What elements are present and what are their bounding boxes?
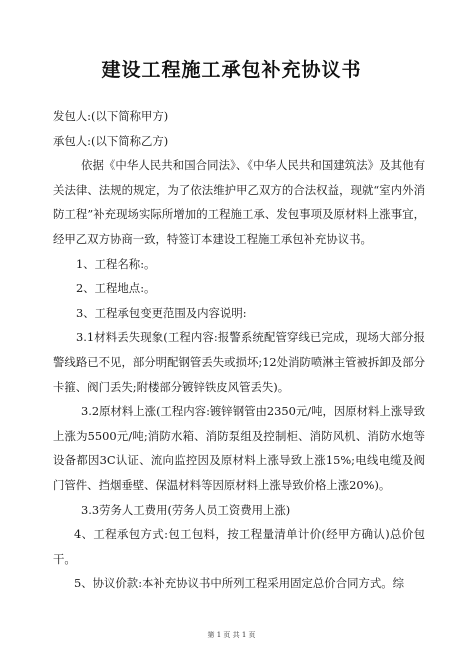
document-title: 建设工程施工承包补充协议书: [101, 59, 362, 81]
clause-3-1: 3.1材料丢失现象(工程内容:报警系统配管穿线已完成，现场大部分报警线路已不见，部分明配钢管丢失或损坏;12处消防喷淋主管被拆卸及部分卡箍、阀门丢失;附楼部分镀锌铁皮风管丢失)。: [53, 330, 425, 394]
project-name-line: 1、工程名称:。: [76, 256, 156, 271]
basis-paragraph: 依据《中华人民共和国合同法》、《中华人民共和国建筑法》及其他有关法律、法规的规定，为了依法维护甲乙双方的合法权益，现就“室内外消防工程”补充现场实际所增加的工程施工承、发包事项及原材料上涨事宜，经甲乙双方协商一致，特签订本建设工程施工承包补充协议书。: [53, 158, 425, 246]
employer-line: 发包人:(以下简称甲方): [53, 109, 169, 123]
project-location-line: 2、工程地点:。: [76, 281, 156, 296]
clause-3-2: 3.2原材料上涨(工程内容:镀锌钢管由2350元/吨，因原材料上涨导致上涨为5500元/吨;消防水箱、消防泵组及控制柜、消防风机、消防水炮等设备都因3C认证、流向监控因及原材料上涨导致上涨15%;电线电缆及阀门管件、挡烟垂壁、保温材料等因原材料上涨导致价格上涨20%)。: [53, 404, 425, 492]
contractor-line: 承包人:(以下简称乙方): [53, 133, 169, 148]
clause-5: 5、协议价款:本补充协议书中所列工程采用固定总价合同方式。综: [74, 576, 405, 591]
clause-4: 4、工程承包方式:包工包料，按工程量清单计价(经甲方确认)总价包干。: [53, 527, 425, 566]
page-number-footer: 第 1 页 共 1 页: [207, 631, 256, 639]
document-body: [53, 104, 425, 596]
scope-heading: 3、工程承包变更范围及内容说明:: [76, 305, 247, 320]
clause-3-3: 3.3劳务人工费用(劳务人员工资费用上涨): [81, 502, 291, 517]
